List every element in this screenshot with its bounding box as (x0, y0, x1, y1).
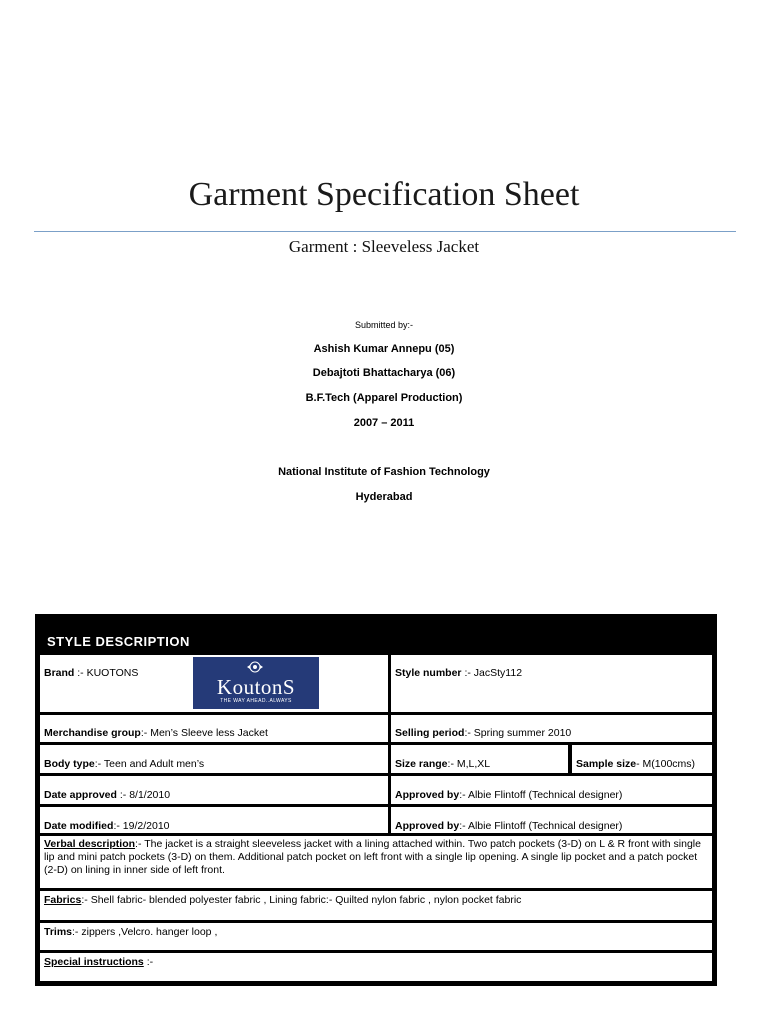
merchandise-group-sep: :- (140, 727, 151, 739)
approved-by-2-label: Approved by (395, 820, 460, 832)
date-approved-value: 8/1/2010 (129, 789, 171, 801)
sample-size-cell (572, 745, 712, 773)
author-line-1: Ashish Kumar Annepu (05) (313, 343, 455, 355)
date-modified-value: 19/2/2010 (122, 820, 170, 832)
merchandise-group-cell (40, 715, 388, 742)
date-approved-cell (40, 776, 388, 804)
approved-by-sep: :- (459, 789, 468, 801)
verbal-description-label: Verbal description (44, 838, 136, 850)
author-line-2: Debajtoti Bhattacharya (06) (312, 367, 456, 379)
merchandise-group-value: Men’s Sleeve less Jacket (150, 727, 268, 739)
date-modified-cell (40, 807, 388, 833)
brand-sep: :- (74, 667, 87, 679)
approved-by-label: Approved by (395, 789, 460, 801)
size-range-value: M,L,XL (456, 758, 491, 770)
fabrics-sep: :- (81, 894, 91, 906)
date-modified-label: Date modified (44, 820, 114, 832)
style-number-label: Style number (395, 667, 462, 679)
program-line: B.F.Tech (Apparel Production) (305, 392, 463, 404)
document-title: Garment Specification Sheet (188, 176, 580, 213)
selling-period-value: Spring summer 2010 (473, 727, 572, 739)
submitted-by-label: Submitted by:- (354, 320, 414, 330)
selling-period-sep: :- (464, 727, 474, 739)
trims-cell (40, 923, 712, 950)
size-range-sep: :- (447, 758, 457, 770)
size-range-cell (391, 745, 568, 773)
fabrics-value: Shell fabric- blended polyester fabric , Lining fabric:- Quilted nylon fabric , nylon pocket fabric (90, 894, 522, 906)
table-heading: STYLE DESCRIPTION (47, 634, 190, 649)
body-type-cell (40, 745, 388, 773)
special-instructions-cell (40, 953, 712, 981)
body-type-sep: :- (94, 758, 104, 770)
special-instructions-sep: :- (143, 956, 154, 968)
selling-period-label: Selling period (395, 727, 465, 739)
sample-size-label: Sample size (576, 758, 637, 770)
verbal-description-value: The jacket is a straight sleeveless jacket with a lining attached within. Two patch pockets (3-D) on L & R front with single lip and mini patch pockets (3-D) on them. Additional patch pocket on left front with a single lip opening. A single lip pocket and a patch pocket (2-D) on lining in inner side of left front. (44, 838, 701, 876)
logo-wordmark: KoutonS (216, 675, 296, 699)
koutons-logo (193, 657, 319, 709)
title-divider (34, 231, 736, 232)
sample-size-value: M(100cms) (642, 758, 696, 770)
fabrics-label: Fabrics (44, 894, 82, 906)
trims-sep: :- (72, 926, 82, 938)
date-approved-sep: :- (116, 789, 130, 801)
approved-by-value: Albie Flintoff (Technical designer) (467, 789, 623, 801)
brand-label: Brand (44, 667, 75, 679)
style-number-sep: :- (461, 667, 474, 679)
size-range-label: Size range (395, 758, 448, 770)
brand-value: KUOTONS (86, 667, 139, 679)
approved-by-2-sep: :- (459, 820, 468, 832)
approved-by-cell (391, 776, 712, 804)
date-modified-sep: :- (113, 820, 123, 832)
document-subtitle: Garment : Sleeveless Jacket (288, 237, 480, 256)
logo-emblem-icon (246, 660, 264, 674)
body-type-value: Teen and Adult men’s (103, 758, 205, 770)
style-number-value: JacSty112 (473, 667, 523, 679)
trims-value: zippers ,Velcro. hanger loop , (81, 926, 218, 938)
selling-period-cell (391, 715, 712, 742)
sample-size-sep: - (636, 758, 643, 770)
body-type-label: Body type (44, 758, 95, 770)
fabrics-cell (40, 891, 712, 920)
verbal-description-cell (40, 836, 712, 888)
merchandise-group-label: Merchandise group (44, 727, 141, 739)
years-line: 2007 – 2011 (353, 417, 415, 429)
approved-by-2-value: Albie Flintoff (Technical designer) (467, 820, 623, 832)
style-number-cell (391, 655, 712, 712)
special-instructions-label: Special instructions (44, 956, 144, 968)
verbal-description-sep: :- (135, 838, 145, 850)
approved-by-2-cell (391, 807, 712, 833)
institute-city: Hyderabad (355, 491, 413, 503)
trims-label: Trims (44, 926, 73, 938)
institute-name: National Institute of Fashion Technology (278, 466, 490, 478)
logo-tagline: THE WAY AHEAD..ALWAYS (220, 698, 292, 704)
date-approved-label: Date approved (44, 789, 117, 801)
